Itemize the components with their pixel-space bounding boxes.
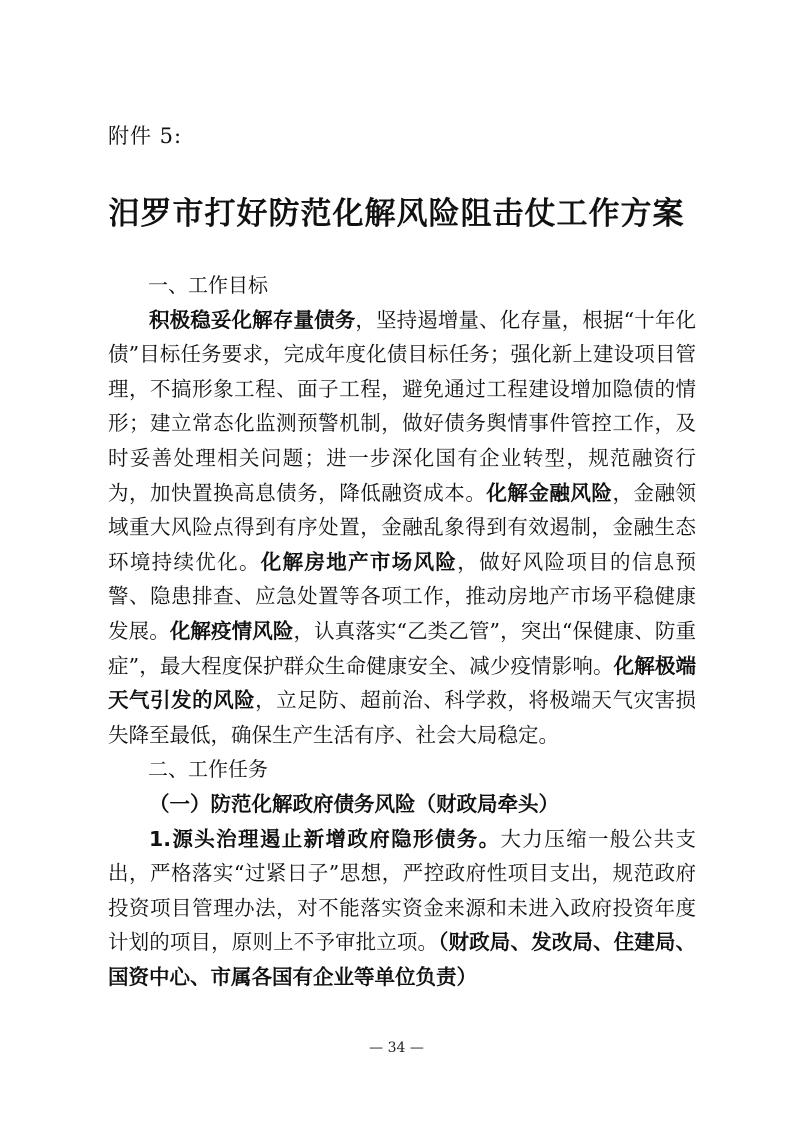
goals-paragraph xyxy=(108,303,696,753)
document-title: 汨罗市打好防范化解风险阻击仗工作方案 xyxy=(108,196,685,232)
task-item-1 xyxy=(108,822,696,995)
page-number: — 34 — xyxy=(369,1040,424,1056)
task-item-1-text: 大力压缩一般公共支出，严格落实“过紧日子”思想，严控政府性项目支出，规范政府投资项目管理办法，对不能落实资金来源和未进入政府投资年度计划的项目，原则上不予审批立项。 xyxy=(108,826,696,955)
task-item-1-responsible: （财政局、发改局、住建局、国资中心、市属各国有企业等单位负责） xyxy=(108,930,697,989)
section-heading-goals: 一、工作目标 xyxy=(148,273,268,297)
goal-realestate-title: 化解房地产市场风险 xyxy=(260,549,458,574)
document-body xyxy=(108,268,696,994)
goal-debt-title: 积极稳妥化解存量债务 xyxy=(149,307,356,332)
goal-debt-text: ，坚持遏增量、化存量，根据“十年化债”目标任务要求，完成年度化债目标任务；强化新上建设项目管理，不搞形象工程、面子工程，避免通过工程建设增加隐债的情形；建立常态化监测预警机制，做好债务舆情事件管控工作，及时妥善处理相关问题；进一步深化国有企业转型，规范融资行为，加快置换高息债务，降低融资成本。 xyxy=(108,307,697,505)
goal-finance-title: 化解金融风险 xyxy=(486,480,613,505)
goal-epidemic-title: 化解疫情风险 xyxy=(169,618,294,643)
goal-realestate-text: ，做好风险项目的信息预警、隐患排查、应急处置等各项工作，推动房地产市场平稳健康发展。 xyxy=(108,549,697,643)
goal-weather-title: 化解极端天气引发的风险 xyxy=(108,653,697,713)
goal-weather-text: ，立足防、超前治、科学救，将极端天气灾害损失降至最低，确保生产生活有序、社会大局稳定。 xyxy=(108,688,697,747)
subsection-heading: （一）防范化解政府债务风险（财政局牵头） xyxy=(149,791,559,816)
task-item-1-title: 1.源头治理遏止新增政府隐形债务。 xyxy=(149,826,501,851)
goal-epidemic-text: ，认真落实“乙类乙管”，突出“保健康、防重症”，最大程度保护群众生命健康安全、减少疫情影响。 xyxy=(108,618,697,678)
goal-finance-text: ，金融领域重大风险点得到有序处置，金融乱象得到有效遏制，金融生态环境持续优化。 xyxy=(108,480,697,574)
section-heading-tasks: 二、工作任务 xyxy=(148,757,268,782)
attachment-label: 附件 5: xyxy=(108,124,183,148)
